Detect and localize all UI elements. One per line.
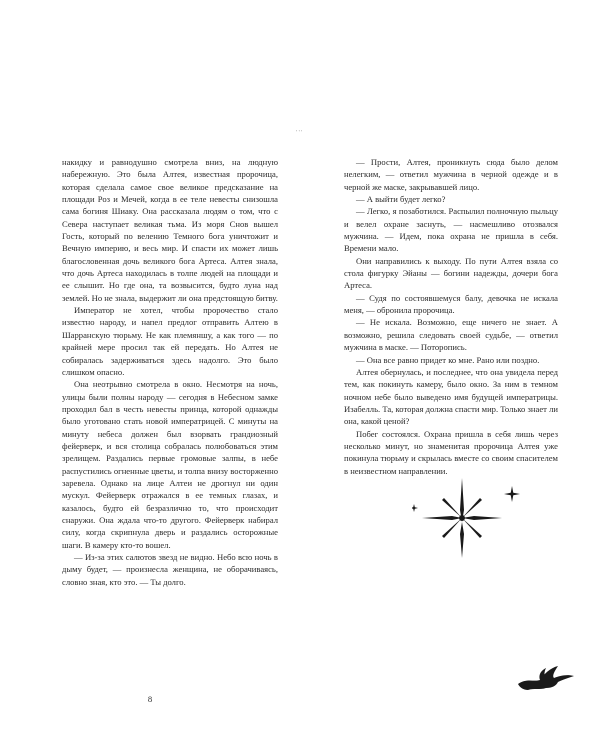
paragraph: Император не хотел, чтобы пророчество стало известно народу, и напел предлог отправить Алтею в Шарранскую тюрьму. Не как племяншу, а как того — по крайней мере просил так ей передать. Но Алтея не собиралась задерживаться здесь надолго. Это было слишком опасно. — [62, 305, 278, 377]
paragraph: Побег состоялся. Охрана пришла в себя лишь через несколько минут, но знаменитая пророчица Алтея уже покинула тюрьму и скрылась вместе со своим спасителем в неизвестном направлении. — [344, 428, 558, 476]
right-page — [300, 0, 600, 750]
paragraph: — Не искала. Возможно, еще ничего не знает. А возможно, решила следовать своей судьбе, — ответил мужчина в маске. — Поторопись. — [344, 317, 558, 353]
paragraph: Алтея обернулась, и последнее, что она увидела перед тем, как покинуть камеру, было окно. За ним в темном ночном небе было выведено имя будущей императрицы. Изабелль. Та, которая должна спасти мир. Только знает ли она, какой ценой? — [344, 366, 558, 427]
right-page-text — [344, 156, 558, 477]
paragraph: Она неотрывно смотрела в окно. Несмотря на ночь, улицы были полны народу — сегодня в Небесном замке проходил бал в честь невесты принца, которой однажды было уготовано стать новой императрицей. С минуты на минуту небеса должен был взорвать грандиозный фейерверк, и вся столица собралась полюбоваться этим зрелищем. Раздались первые громовые залпы, в небе распустились огненные цветы, и толпа внизу восторженно заревела. Однако на лице Алтеи не дрогнул ни один мускул. Фейерверк отражался в ее темных глазах, и казалось, будто ей безразлично то, что происходит снаружи. Она ждала что-то другого. Фейерверк набирал силу, когда скрипнула дверь и раздались осторожные шаги. В камеру кто-то вошел. — [62, 379, 278, 550]
paragraph: — Прости, Алтея, проникнуть сюда было делом нелегким, — ответил мужчина в черной одежде и в черной же маске, закрывавшей лицо. — [344, 157, 558, 192]
paragraph: Они направились к выходу. По пути Алтея взяла со стола фигурку Эйаны — богини надежды, дочери бога Артеса. — [344, 255, 558, 291]
paragraph: — Судя по состоявшемуся балу, девочка не искала меня, — обронила пророчица. — [344, 292, 558, 316]
paragraph: накидку и равнодушно смотрела вниз, на людную набережную. Это была Алтея, известная пророчица, которая сделала самое свое великое предсказание на площади Роз и Мечей, когда в ее теле невесты снизошла сама богиня Шиаку. Она рассказала людям о том, что с Севера наступает великая тьма. Из моря Снов вышел Гость, который по велению Темного бога уничтожит и Вечную империю, и весь мир. И спасти их может лишь благословенная дочь великого бога Артеса. Алтея знала, что дочь Артеса находилась в толпе людей на площади и ее слышит. Но где она, та возвысится, будто луна над землей. Но не знала, выдержит ли она предстоящую битву. — [62, 157, 278, 303]
paragraph: — Легко, я позаботился. Распылил полночную пыльцу и велел охране заснуть, — насмешливо отозвался мужчина. — Идем, пока охрана не пришла в себя. Времени мало. — [344, 206, 558, 254]
sparkle-stars-icon — [412, 478, 532, 558]
paragraph: — Из-за этих салютов звезд не видно. Небо всю ночь в дыму будет, — произнесла женщина, не оборачиваясь, словно зная, кто это. — Ты долго. — [62, 552, 278, 587]
dragon-icon — [516, 664, 576, 694]
left-page-text — [62, 156, 278, 588]
corner-mark: ' ' ' — [296, 130, 303, 136]
paragraph: — А выйти будет легко? — [356, 194, 446, 205]
page-number: 8 — [147, 694, 153, 704]
paragraph: — Она все равно придет ко мне. Рано или поздно. — [356, 354, 540, 365]
